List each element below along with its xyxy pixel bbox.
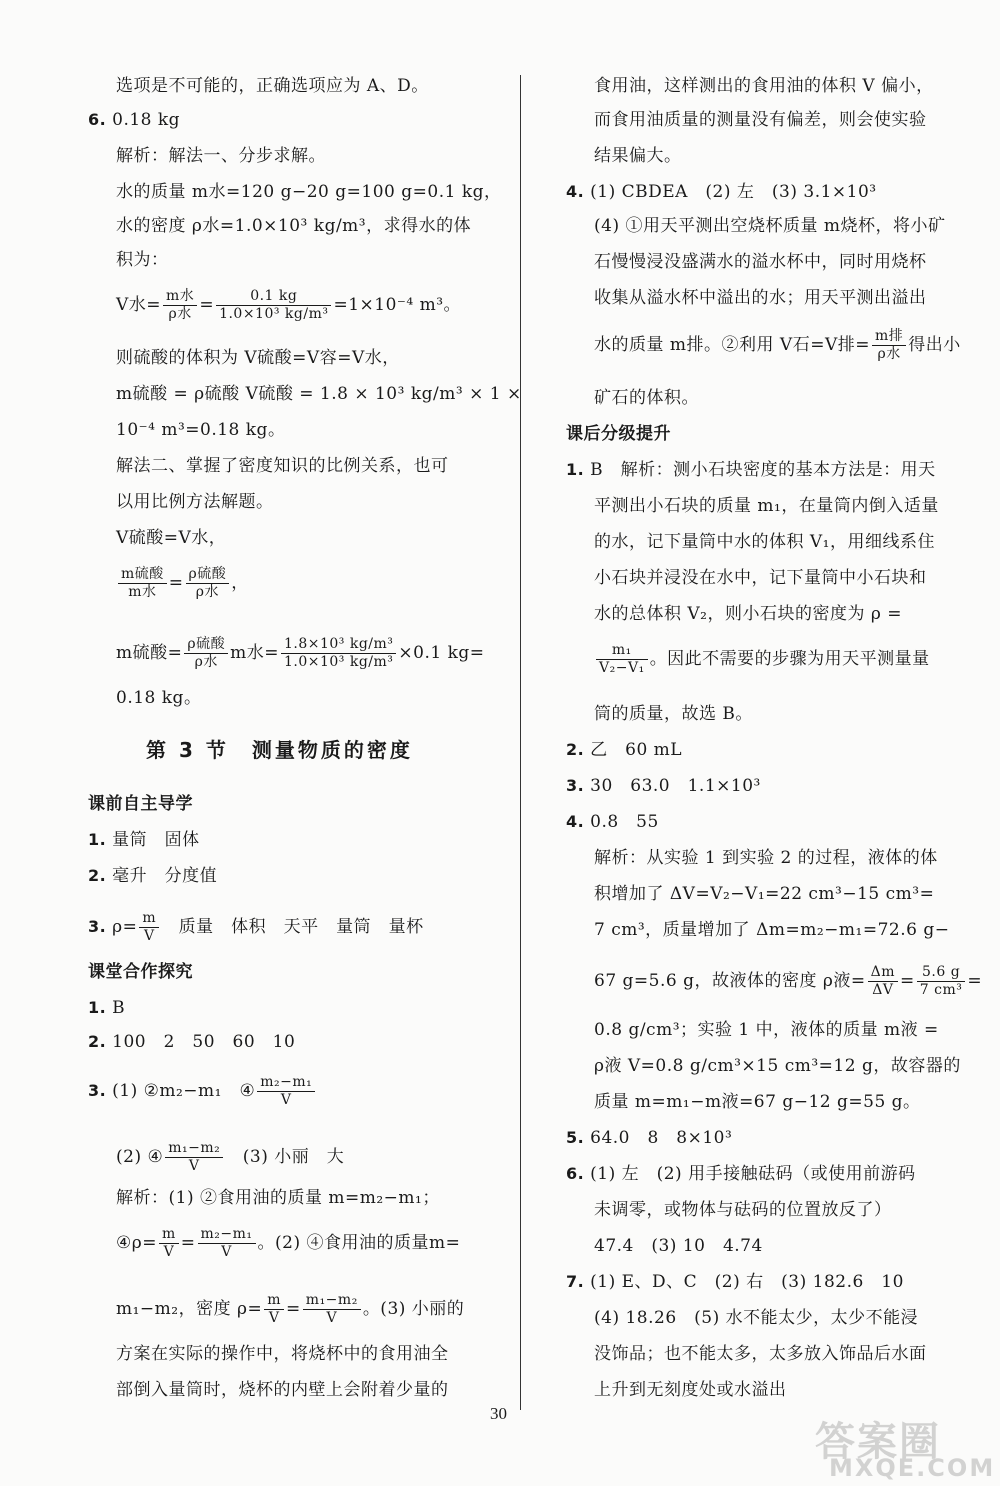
answer-item: 1. B xyxy=(88,998,126,1018)
denominator: ρ水 xyxy=(877,346,901,362)
denominator: 1.0×10³ kg/m³ xyxy=(283,654,394,670)
eq-text: 。(2) ④食用油的质量m= xyxy=(257,1233,461,1253)
column-divider xyxy=(520,75,521,1410)
question-4 xyxy=(566,180,877,204)
numerator: m xyxy=(159,1226,179,1244)
fraction xyxy=(186,566,230,601)
fraction xyxy=(303,1292,361,1327)
eq-text: = xyxy=(967,971,983,991)
section-title: 第 3 节 测量物质的密度 xyxy=(146,738,413,762)
text-line: ρ液 V=0.8 g/cm³×15 cm³=12 g，故容器的 xyxy=(594,1056,961,1076)
answer-item: 3. ρ= $\frac{m}{V}$ 质量 体积 天平 量筒 量杯 xyxy=(88,910,424,944)
numerator: m xyxy=(264,1292,284,1310)
text-line: 方案在实际的操作中，将烧杯中的食用油全 xyxy=(116,1344,449,1364)
answer: 100 2 50 60 10 xyxy=(112,1032,296,1052)
equation-line xyxy=(594,642,930,677)
fraction xyxy=(257,1074,315,1109)
equation-line xyxy=(594,328,961,363)
numerator: m xyxy=(139,910,159,928)
denominator: V xyxy=(188,1158,200,1174)
denominator: ρ水 xyxy=(194,654,218,670)
text-line: m硫酸 = ρ硫酸 V硫酸 = 1.8 × 10³ kg/m³ × 1 × xyxy=(116,384,522,404)
eq-text: 得出小 xyxy=(908,335,961,355)
text-line: 0.8 g/cm³；实验 1 中，液体的质量 m液 = xyxy=(594,1020,939,1040)
text-line: (4) ①用天平测出空烧杯质量 m烧杯，将小矿 xyxy=(594,216,946,236)
numerator: m₁ xyxy=(596,642,648,660)
question-number: 1. xyxy=(566,460,585,479)
text-line: 水的密度 ρ水=1.0×10³ kg/m³，求得水的体 xyxy=(116,216,472,236)
text-line: 结果偏大。 xyxy=(594,146,682,166)
denominator: m水 xyxy=(128,584,157,600)
eq-text: 。因此不需要的步骤为用天平测量量 xyxy=(649,649,930,669)
fraction xyxy=(198,1226,256,1261)
fraction xyxy=(163,288,197,323)
answer-item: 1. 量筒 固体 xyxy=(88,830,200,850)
fraction xyxy=(264,1292,284,1327)
eq-text: ρ= xyxy=(112,917,138,937)
text-line: 平测出小石块的质量 m₁，在量筒内倒入适量 xyxy=(594,496,939,516)
equation-line: m₁−m₂，密度 ρ= $\frac{m}{V}$ = $\frac{\text{m₁−m₂}}{V}$ 。(3) 小丽的 xyxy=(116,1292,465,1326)
fraction xyxy=(139,910,159,945)
answer-item: 7. (1) E、D、C (2) 右 (3) 182.6 10 xyxy=(566,1272,904,1292)
equation-ratio: $\frac{\text{m硫酸}}{\text{m水}}$ = $\frac{\text{ρ硫酸}}{\text{ρ水}}$ ， xyxy=(116,566,249,601)
eq-text: m硫酸= xyxy=(116,643,183,663)
numerator: m₂−m₁ xyxy=(257,1074,315,1092)
denominator: V xyxy=(221,1244,232,1260)
text-line: 积增加了 ΔV=V₂−V₁=22 cm³−15 cm³= xyxy=(594,884,935,904)
answer-item: 2. 100 2 50 60 10 xyxy=(88,1032,296,1052)
fraction xyxy=(165,1140,223,1175)
text-line: 食用油，这样测出的食用油的体积 V 偏小， xyxy=(594,76,934,96)
subsection-heading: 课后分级提升 xyxy=(566,424,671,444)
text-line: 筒的质量，故选 B。 xyxy=(594,704,753,724)
text-line: 上升到无刻度处或水溢出 xyxy=(594,1380,787,1400)
answer: B 解析：测小石块密度的基本方法是：用天 xyxy=(590,460,936,480)
text-line: V硫酸=V水， xyxy=(116,528,227,548)
answer: 量筒 固体 xyxy=(112,830,200,850)
eq-text: ④ρ= xyxy=(116,1233,157,1253)
equation-volume-water: V水= $\frac{\text{m水}}{\text{ρ水}}$ = $\frac{0.1 kg}{\text{1.0×10³ kg/m³}}$ =1×10⁻⁴ m³。 xyxy=(116,288,462,322)
answer-item: 2. 毫升 分度值 xyxy=(88,866,218,886)
text-line: 解析：从实验 1 到实验 2 的过程，液体的体 xyxy=(594,848,938,868)
answer-item: 2. 乙 60 mL xyxy=(566,740,683,760)
text-line: 水的质量 m水=120 g−20 g=100 g=0.1 kg， xyxy=(116,182,502,202)
answer-item: 6. (1) 左 (2) 用手接触砝码（或使用前游码 xyxy=(566,1164,916,1184)
numerator: m₁−m₂ xyxy=(303,1292,361,1310)
answer-line xyxy=(116,1140,344,1175)
question-1 xyxy=(566,458,936,482)
question-6 xyxy=(88,108,180,132)
text-line: 以用比例方法解题。 xyxy=(116,492,274,512)
answer: (1) CBDEA (2) 左 (3) 3.1×10³ xyxy=(590,182,877,202)
equation-acid-mass xyxy=(116,636,485,671)
eq-text: 67 g=5.6 g，故液体的密度 ρ液= xyxy=(594,971,866,991)
eq-text: m水= xyxy=(230,643,279,663)
answer: 毫升 分度值 xyxy=(112,866,218,886)
denominator: V₂−V₁ xyxy=(599,660,645,676)
answer: B xyxy=(112,998,126,1018)
watermark-text: 答案圈 xyxy=(815,1419,941,1465)
answer-item: 3. (1) ②m₂−m₁ ④ $\frac{\text{m₂−m₁}}{V}$ xyxy=(88,1074,317,1109)
fraction xyxy=(184,636,228,671)
answer-item: 3. 30 63.0 1.1×10³ xyxy=(566,776,761,796)
text-line: 质量 m=m₁−m液=67 g−12 g=55 g。 xyxy=(594,1092,921,1112)
equation-line: ④ρ= $\frac{m}{V}$ = $\frac{\text{m₂−m₁}}{V}$ 。(2) ④食用油的质量m= xyxy=(116,1226,461,1260)
answer: (1) ②m₂−m₁ ④ xyxy=(112,1081,256,1101)
answer: (3) 小丽 大 xyxy=(225,1147,345,1167)
text-line: 没饰品；也不能太多，太多放入饰品后水面 xyxy=(594,1344,927,1364)
text-line: (4) 18.26 (5) 水不能太少，太少不能浸 xyxy=(594,1308,919,1328)
text-line: 解法二、掌握了密度知识的比例关系，也可 xyxy=(116,456,449,476)
numerator: m水 xyxy=(163,288,197,306)
answer: (1) 左 (2) 用手接触砝码（或使用前游码 xyxy=(590,1164,916,1184)
fraction xyxy=(596,642,648,677)
question-number: 4. xyxy=(566,182,585,201)
denominator: ρ水 xyxy=(168,306,192,322)
answer-item: 5. 64.0 8 8×10³ xyxy=(566,1128,733,1148)
text-line: 未调零，或物体与砝码的位置放反了） xyxy=(594,1200,892,1220)
answer: 64.0 8 8×10³ xyxy=(590,1128,733,1148)
answer: 0.18 kg xyxy=(112,110,181,130)
numerator: m硫酸 xyxy=(118,566,167,584)
question-number: 6. xyxy=(88,110,107,129)
answer: 30 63.0 1.1×10³ xyxy=(590,776,761,796)
eq-text: m₁−m₂，密度 ρ= xyxy=(116,1299,263,1319)
eq-text: =1×10⁻⁴ m³。 xyxy=(333,295,462,315)
eq-text: 。(3) 小丽的 xyxy=(362,1299,465,1319)
text-line: 的水，记下量筒中水的体积 V₁，用细线系住 xyxy=(594,532,935,552)
text-line: 则硫酸的体积为 V硫酸=V容=V水， xyxy=(116,348,400,368)
numerator: m₁−m₂ xyxy=(165,1140,223,1158)
text-line: 积为： xyxy=(116,250,169,270)
denominator: V xyxy=(326,1310,338,1326)
numerator: 5.6 g xyxy=(917,964,966,982)
denominator: 7 cm³ xyxy=(919,982,963,998)
eq-text: V水= xyxy=(116,295,162,315)
numerator: ρ硫酸 xyxy=(186,566,230,584)
fraction xyxy=(917,964,966,999)
denominator: V xyxy=(143,928,155,944)
answer: 质量 体积 天平 量筒 量杯 xyxy=(161,917,424,937)
numerator: ρ硫酸 xyxy=(184,636,228,654)
numerator: 1.8×10³ kg/m³ xyxy=(281,636,396,654)
answer: (2) ④ xyxy=(116,1147,164,1167)
text-line: 选项是不可能的，正确选项应为 A、D。 xyxy=(116,76,429,96)
denominator: ΔV xyxy=(872,982,894,998)
text-line: 而食用油质量的测量没有偏差，则会使实验 xyxy=(594,110,927,130)
watermark-url: MXQE.COM xyxy=(829,1454,996,1482)
fraction xyxy=(159,1226,179,1261)
text-line: 解析：解法一、分步求解。 xyxy=(116,146,326,166)
denominator: V xyxy=(268,1310,280,1326)
text-line: 10⁻⁴ m³=0.18 kg。 xyxy=(116,420,286,440)
text-line: 石慢慢浸没盛满水的溢水杯中，同时用烧杯 xyxy=(594,252,927,272)
subsection-heading: 课堂合作探究 xyxy=(88,962,193,982)
denominator: V xyxy=(280,1092,292,1108)
text-line: 7 cm³，质量增加了 Δm=m₂−m₁=72.6 g− xyxy=(594,920,950,940)
text-line: 0.18 kg。 xyxy=(116,688,202,708)
numerator: m₂−m₁ xyxy=(198,1226,256,1244)
fraction xyxy=(868,964,898,999)
fraction xyxy=(872,328,906,363)
text-line: 矿石的体积。 xyxy=(594,388,699,408)
numerator: m排 xyxy=(872,328,906,346)
eq-text: ×0.1 kg= xyxy=(398,643,485,663)
numerator: 0.1 kg xyxy=(216,288,331,306)
subsection-heading: 课前自主导学 xyxy=(88,794,193,814)
text-line: 解析：(1) ②食用油的质量 m=m₂−m₁； xyxy=(116,1188,440,1208)
denominator: 1.0×10³ kg/m³ xyxy=(219,306,329,322)
answer: 乙 60 mL xyxy=(590,740,683,760)
watermark-logo xyxy=(805,1410,996,1482)
eq-text: 水的质量 m排。②利用 V石=V排= xyxy=(594,335,870,355)
fraction xyxy=(216,288,331,323)
text-line: 小石块并浸没在水中，记下量筒中小石块和 xyxy=(594,568,927,588)
answer-item: 4. 0.8 55 xyxy=(566,812,659,832)
numerator: Δm xyxy=(868,964,898,982)
denominator: ρ水 xyxy=(195,584,220,600)
fraction xyxy=(281,636,396,671)
denominator: V xyxy=(163,1244,175,1260)
text-line: 收集从溢水杯中溢出的水；用天平测出溢出 xyxy=(594,288,927,308)
text-line: 水的总体积 V₂，则小石块的密度为 ρ = xyxy=(594,604,903,624)
answer: (1) E、D、C (2) 右 (3) 182.6 10 xyxy=(590,1272,904,1292)
equation-line: 67 g=5.6 g，故液体的密度 ρ液= $\frac{\Delta m}{\Delta V}$ = $\frac{5.6 g}{\text{7 cm³}}$ = xyxy=(594,964,983,998)
page-number: 30 xyxy=(490,1404,507,1423)
fraction xyxy=(118,566,167,601)
text-line: 部倒入量筒时，烧杯的内壁上会附着少量的 xyxy=(116,1380,449,1400)
text-line: 47.4 (3) 10 4.74 xyxy=(594,1236,763,1256)
answer: 0.8 55 xyxy=(590,812,659,832)
